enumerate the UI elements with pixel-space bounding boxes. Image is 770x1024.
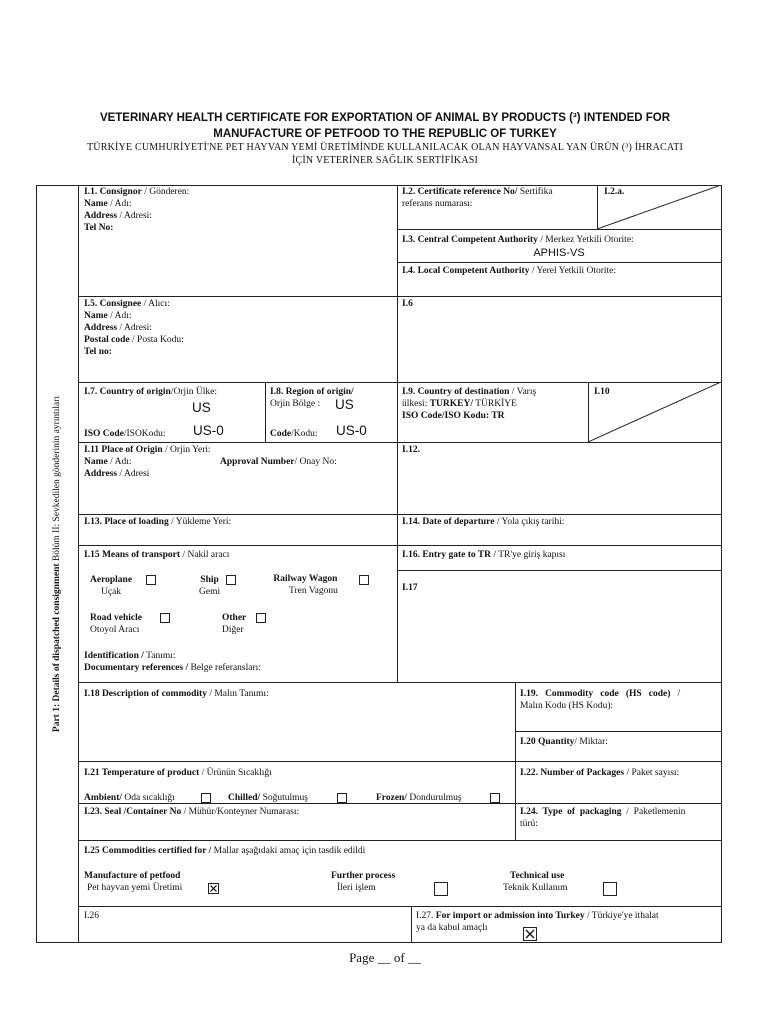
chilled-checkbox[interactable] bbox=[337, 793, 347, 803]
region-code-value: US-0 bbox=[336, 423, 367, 438]
central-authority-field: I.3. Central Competent Authority / Merkez Yetkili Otorite: bbox=[402, 235, 634, 245]
checkmark-x-icon bbox=[524, 928, 536, 940]
iso-code-value: US-0 bbox=[193, 423, 224, 438]
transport-aeroplane: Aeroplane Uçak bbox=[90, 575, 133, 597]
region-of-origin-label: I.8. Region of origin/ Orjin Bölge : bbox=[270, 387, 354, 409]
ambient-checkbox[interactable] bbox=[201, 793, 211, 803]
region-code-label: Code/Kodu: bbox=[270, 429, 318, 439]
field-i6-label: I.6 bbox=[402, 299, 413, 309]
commodity-code-field: I.19. Commodity code (HS code) / Malın Kodu (HS Kodu): bbox=[520, 689, 681, 711]
consignor-field: I.1. Consignor / Gönderen: Name / Adı: Address / Adresi: Tel No: bbox=[84, 187, 190, 233]
technical-use-checkbox[interactable] bbox=[603, 882, 617, 896]
iso-code-label: ISO Code/ISOKodu: bbox=[84, 429, 166, 439]
import-turkey-checkbox[interactable] bbox=[523, 927, 537, 941]
ship-checkbox[interactable] bbox=[226, 575, 236, 585]
aeroplane-checkbox[interactable] bbox=[146, 575, 156, 585]
country-of-destination-field: I.9. Country of destination / Varış ülkesi: TURKEY/ TÜRKİYE ISO Code/ISO Kodu: TR bbox=[402, 387, 537, 421]
seal-container-field: I.23. Seal /Container No / Mühür/Konteyner Numarası: bbox=[84, 807, 300, 817]
frozen-checkbox[interactable] bbox=[490, 793, 500, 803]
purpose-further-process: Further process İleri işlem bbox=[331, 871, 396, 893]
temperature-chilled: Chilled/ Soğutulmuş bbox=[228, 793, 308, 803]
place-of-origin-field: I.11 Place of Origin / Orjin Yeri: Name / Adı: Address / Adresi bbox=[84, 445, 211, 479]
road-vehicle-checkbox[interactable] bbox=[160, 613, 170, 623]
sidebar-label-tr: Bölüm II: Sevkedilen gönderinin ayrıntıları bbox=[52, 395, 62, 563]
entry-gate-field: I.16. Entry gate to TR / TR'ye giriş kapısı bbox=[402, 550, 566, 560]
sidebar-label-en: Part 1: Details of dispatched consignment bbox=[52, 562, 62, 732]
field-i17-label: I.17 bbox=[402, 583, 418, 593]
certificate-title-turkish: TÜRKİYE CUMHURİYETİ'NE PET HAYVAN YEMİ ÜRETİMİNDE KULLANILACAK OLAN HAYVANSAL YAN ÜRÜN (³) İHRACATI İÇİN VETERİNER SAĞLIK SERTİFİKASI bbox=[86, 142, 684, 166]
country-of-origin-label: I.7. Country of origin/Orjin Ülke: bbox=[84, 387, 218, 397]
checkmark-x-icon bbox=[209, 884, 218, 893]
other-checkbox[interactable] bbox=[256, 613, 266, 623]
certificate-title: VETERINARY HEALTH CERTIFICATE FOR EXPORTATION OF ANIMAL BY PRODUCTS (³) INTENDED FOR MANUFACTURE OF PETFOOD TO THE REPUBLIC OF TURKEY bbox=[99, 112, 671, 140]
railway-wagon-checkbox[interactable] bbox=[359, 575, 369, 585]
commodities-certified-label: I.25 Commodities certified for / Mallar aşağıdaki amaç için tasdik edildi bbox=[84, 846, 366, 856]
consignee-field: I.5. Consignee / Alıcı: Name / Adı: Address / Adresi: Postal code / Posta Kodu: Tel no: bbox=[84, 299, 184, 357]
purpose-technical-use: Technical use Teknik Kullanım bbox=[503, 871, 568, 893]
further-process-checkbox[interactable] bbox=[434, 882, 448, 896]
central-authority-value: APHIS-VS bbox=[533, 247, 585, 259]
region-of-origin-value: US bbox=[335, 397, 354, 412]
field-i12-label: I.12. bbox=[402, 445, 420, 455]
quantity-field: I.20 Quantity/ Miktar: bbox=[520, 737, 608, 747]
pet-food-checkbox[interactable] bbox=[208, 883, 219, 894]
date-of-departure-field: I.14. Date of departure / Yola çıkış tarihi: bbox=[402, 517, 565, 527]
identification-field: Identification / Tanımı: Documentary references / Belge referansları: bbox=[84, 651, 261, 673]
certificate-reference-field: I.2. Certificate reference No/ Sertifika referans numarası: bbox=[402, 187, 553, 209]
field-i10-label: I.10 bbox=[594, 387, 610, 397]
local-authority-field: I.4. Local Competent Authority / Yerel Yetkili Otorite: bbox=[402, 266, 617, 276]
import-admission-field: I.27. For import or admission into Turkey / Türkiye'ye ithalat ya da kabul amaçlı bbox=[416, 911, 659, 933]
approval-number-label: Approval Number/ Onay No: bbox=[220, 457, 337, 467]
place-of-loading-field: I.13. Place of loading / Yükleme Yeri: bbox=[84, 517, 232, 527]
field-i2a-label: I.2.a. bbox=[604, 187, 625, 197]
transport-railway-wagon: Railway Wagon Tren Vagonu bbox=[273, 574, 338, 596]
field-i26-label: I.26 bbox=[84, 911, 100, 921]
type-of-packaging-field: I.24. Type of packaging / Paketlemenin türü: bbox=[520, 807, 686, 829]
number-of-packages-field: I.22. Number of Packages / Paket sayısı: bbox=[520, 768, 680, 778]
transport-ship: Ship Gemi bbox=[199, 575, 221, 597]
transport-road-vehicle: Road vehicle Otoyol Aracı bbox=[90, 613, 142, 635]
transport-other: Other Diğer bbox=[222, 613, 247, 635]
page-number: Page __ of __ bbox=[349, 950, 421, 965]
purpose-pet-food: Manufacture of petfood Pet hayvan yemi Üretimi bbox=[84, 871, 183, 893]
commodity-description-field: I.18 Description of commodity / Malın Tanımı: bbox=[84, 689, 269, 699]
country-of-origin-value: US bbox=[192, 400, 211, 415]
temperature-frozen: Frozen/ Dondurulmuş bbox=[376, 793, 462, 803]
temperature-ambient: Ambient/ Oda sıcaklığı bbox=[84, 793, 175, 803]
temperature-label: I.21 Temperature of product / Ürünün Sıcaklığı bbox=[84, 768, 272, 778]
means-of-transport-label: I.15 Means of transport / Nakil aracı bbox=[84, 550, 230, 560]
part-1-sidebar bbox=[36, 185, 78, 942]
